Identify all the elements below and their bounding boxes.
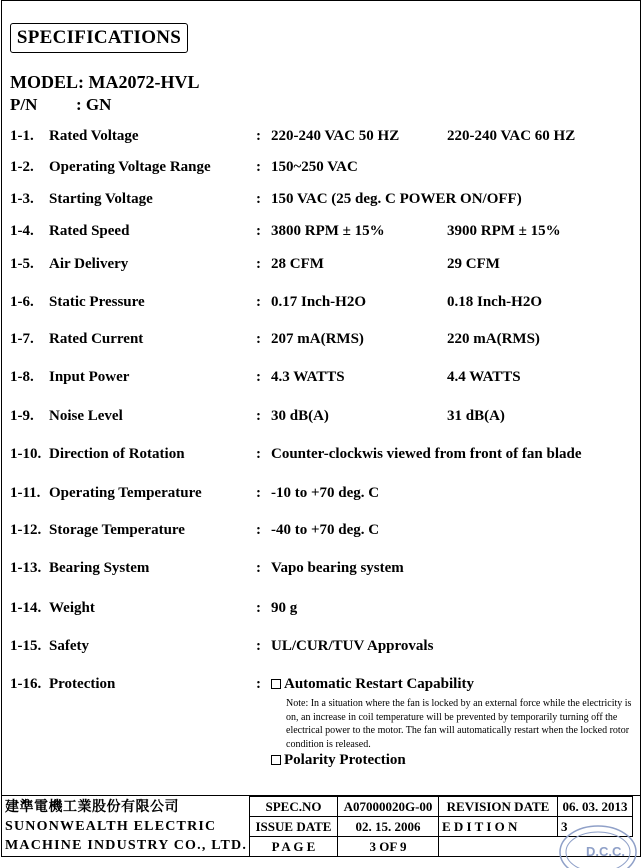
page-value: 3 OF 9: [338, 837, 439, 857]
spec-number: 1-14.: [10, 600, 42, 616]
spec-label: Safety: [49, 638, 89, 654]
spec-number: 1-2.: [10, 159, 34, 175]
spec-value: UL/CUR/TUV Approvals: [271, 638, 434, 654]
part-number-value: : GN: [76, 95, 112, 114]
spec-value-50hz: 30 dB(A): [271, 408, 329, 424]
revision-date-label: REVISION DATE: [439, 797, 558, 817]
spec-colon: :: [256, 676, 261, 692]
edition-value: 3: [558, 817, 633, 837]
company-name-english-line2: MACHINE INDUSTRY CO., LTD.: [5, 838, 248, 853]
edition-label: E D I T I O N: [439, 817, 558, 837]
spec-colon: :: [256, 128, 261, 144]
spec-number: 1-7.: [10, 331, 34, 347]
spec-colon: :: [256, 560, 261, 576]
spec-label: Operating Voltage Range: [49, 159, 211, 175]
footer-row: [250, 797, 633, 817]
spec-colon: :: [256, 256, 261, 272]
spec-label: Rated Current: [49, 331, 144, 347]
document-title: SPECIFICATIONS: [10, 23, 188, 53]
spec-value-60hz: 3900 RPM ± 15%: [447, 223, 561, 239]
spec-value: Counter-clockwis viewed from front of fan blade: [271, 446, 582, 462]
spec-number: 1-6.: [10, 294, 34, 310]
spec-colon: :: [256, 159, 261, 175]
spec-value-50hz: 0.17 Inch-H2O: [271, 294, 367, 310]
protection-note: Note: In a situation where the fan is locked by an external force while the electricity is on, an increase in coil temperature will be prevented by temporarily turning off the electrical power to the motor. The fan will automatically restart when the locked rotor condition is released.: [286, 698, 632, 750]
spec-value-60hz: 4.4 WATTS: [447, 369, 521, 385]
spec-label: Weight: [49, 600, 95, 616]
spec-number: 1-13.: [10, 560, 42, 576]
spec-label: Storage Temperature: [49, 522, 185, 538]
spec-label: Bearing System: [49, 560, 150, 576]
spec-value-50hz: 28 CFM: [271, 256, 324, 272]
spec-number: 1-3.: [10, 191, 34, 207]
spec-value-60hz: 0.18 Inch-H2O: [447, 294, 543, 310]
spec-colon: :: [256, 191, 261, 207]
spec-label: Air Delivery: [49, 256, 129, 272]
spec-value-50hz: 207 mA(RMS): [271, 331, 364, 347]
spec-colon: :: [256, 369, 261, 385]
spec-value-50hz: 4.3 WATTS: [271, 369, 345, 385]
page-label: P A G E: [250, 837, 338, 857]
spec-label: Rated Speed: [49, 223, 130, 239]
spec-colon: :: [256, 638, 261, 654]
spec-colon: :: [256, 223, 261, 239]
spec-value-automatic-restart: [271, 676, 474, 693]
spec-value-polarity: [271, 752, 406, 769]
spec-colon: :: [256, 485, 261, 501]
spec-colon: :: [256, 331, 261, 347]
spec-number: 1-16.: [10, 676, 42, 692]
spec-number: 1-15.: [10, 638, 42, 654]
spec-colon: :: [256, 294, 261, 310]
spec-colon: :: [256, 522, 261, 538]
spec-label: Noise Level: [49, 408, 123, 424]
spec-value-60hz: 220-240 VAC 60 HZ: [447, 128, 576, 144]
spec-value: 90 g: [271, 600, 298, 616]
spec-value: -10 to +70 deg. C: [271, 485, 380, 501]
spec-label: Operating Temperature: [49, 485, 202, 501]
company-name-chinese: 建準電機工業股份有限公司: [5, 800, 179, 815]
spec-value-60hz: 220 mA(RMS): [447, 331, 540, 347]
document-control-seal: [556, 818, 638, 868]
spec-colon: :: [256, 408, 261, 424]
document-footer: [1, 795, 641, 858]
spec-label: Direction of Rotation: [49, 446, 185, 462]
spec-value-60hz: 31 dB(A): [447, 408, 505, 424]
checkbox-icon: [271, 755, 281, 765]
spec-number: 1-9.: [10, 408, 34, 424]
spec-label: Rated Voltage: [49, 128, 139, 144]
spec-label: Static Pressure: [49, 294, 145, 310]
spec-colon: :: [256, 600, 261, 616]
seal-text: D.C.C.: [586, 844, 625, 859]
automatic-restart-label: Automatic Restart Capability: [284, 676, 474, 692]
model-number: MODEL: MA2072-HVL: [10, 72, 200, 92]
revision-date-value: 06. 03. 2013: [558, 797, 633, 817]
spec-no-value: A07000020G-00: [338, 797, 439, 817]
spec-number: 1-12.: [10, 522, 42, 538]
spec-value-50hz: 3800 RPM ± 15%: [271, 223, 385, 239]
issue-date-label: ISSUE DATE: [250, 817, 338, 837]
checkbox-icon: [271, 679, 281, 689]
spec-value: 150 VAC (25 deg. C POWER ON/OFF): [271, 191, 522, 207]
spec-number: 1-10.: [10, 446, 42, 462]
spec-label: Input Power: [49, 369, 130, 385]
spec-value: Vapo bearing system: [271, 560, 404, 576]
part-number-label: P/N: [10, 95, 38, 114]
spec-number: 1-1.: [10, 128, 34, 144]
spec-value: -40 to +70 deg. C: [271, 522, 380, 538]
polarity-protection-label: Polarity Protection: [284, 752, 406, 768]
spec-no-label: SPEC.NO: [250, 797, 338, 817]
spec-number: 1-5.: [10, 256, 34, 272]
issue-date-value: 02. 15. 2006: [338, 817, 439, 837]
company-block: [5, 798, 249, 855]
spec-label: Protection: [49, 676, 116, 692]
company-name-english-line1: SUNONWEALTH ELECTRIC: [5, 819, 217, 834]
part-number: [10, 95, 112, 115]
spec-number: 1-4.: [10, 223, 34, 239]
spec-value-50hz: 220-240 VAC 50 HZ: [271, 128, 400, 144]
empty-cell: [439, 837, 558, 857]
spec-number: 1-11.: [10, 485, 41, 501]
spec-number: 1-8.: [10, 369, 34, 385]
spec-value-60hz: 29 CFM: [447, 256, 500, 272]
spec-label: Starting Voltage: [49, 191, 153, 207]
spec-colon: :: [256, 446, 261, 462]
spec-value: 150~250 VAC: [271, 159, 358, 175]
